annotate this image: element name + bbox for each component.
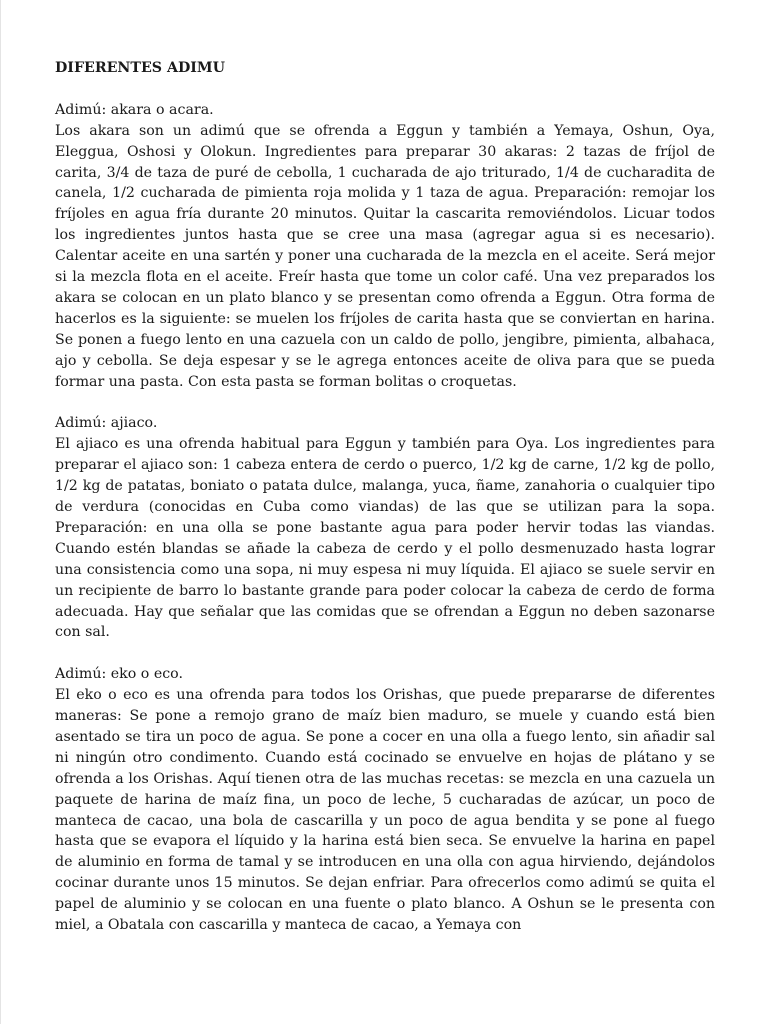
section-heading: Adimú: akara o acara. [55,101,214,118]
document-title: DIFERENTES ADIMU [55,60,225,76]
section-heading: Adimú: ajiaco. [55,415,158,432]
section-ajiaco [55,413,715,643]
section-heading: Adimú: eko o eco. [55,666,183,683]
section-body: El eko o eco es una ofrenda para todos los Orishas, que puede prepararse de diferentes maneras: Se pone a remojo grano de maíz bien maduro, se muele y cuando está bien asentado se tira un poco de agua. Se pone a cocer en una olla a fuego lento, sin añadir sal ni ningún otro condimento. Cuando está cocinado se envuelve en hojas de plátano y se ofrenda a los Orishas. Aquí tienen otra de las muchas recetas: se mezcla en una cazuela un paquete de harina de maíz fina, un poco de leche, 5 cucharadas de azúcar, un poco de manteca de cacao, una bola de cascarilla y un poco de agua bendita y se pone al fuego hasta que se evapora el líquido y la harina está bien seca. Se envuelve la harina en papel de aluminio en forma de tamal y se introducen en una olla con agua hirviendo, dejándolos cocinar durante unos 15 minutos. Se dejan enfriar. Para ofrecerlos como adimú se quita el papel de aluminio y se colocan en una fuente o plato blanco. A Oshun se le presenta con miel, a Obatala con cascarilla y manteca de cacao, a Yemaya con [55,687,715,934]
section-eko [55,664,715,936]
section-body: Los akara son un adimú que se ofrenda a Eggun y también a Yemaya, Oshun, Oya, Eleggua, Oshosi y Olokun. Ingredientes para preparar 30 akaras: 2 tazas de fríjol de carita, 3/4 de taza de puré de cebolla, 1 cucharada de ajo triturado, 1/4 de cucharadita de canela, 1/2 cucharada de pimienta roja molida y 1 taza de agua. Preparación: remojar los fríjoles en agua fría durante 20 minutos. Quitar la cascarita removiéndolos. Licuar todos los ingredientes juntos hasta que se cree una masa (agregar agua si es necesario). Calentar aceite en una sartén y poner una cucharada de la mezcla en el aceite. Será mejor si la mezcla flota en el aceite. Freír hasta que tome un color café. Una vez preparados los akara se colocan en un plato blanco y se presentan como ofrenda a Eggun. Otra forma de hacerlos es la siguiente: se muelen los fríjoles de carita hasta que se conviertan en harina. Se ponen a fuego lento en una cazuela con un caldo de pollo, jengibre, pimienta, albahaca, ajo y cebolla. Se deja espesar y se le agrega entonces aceite de oliva para que se pueda formar una pasta. Con esta pasta se forman bolitas o croquetas. [55,122,715,390]
document-content [55,58,715,957]
section-akara [55,100,715,393]
section-body: El ajiaco es una ofrenda habitual para Eggun y también para Oya. Los ingredientes para preparar el ajiaco son: 1 cabeza entera de cerdo o puerco, 1/2 kg de carne, 1/2 kg de pollo, 1/2 kg de patatas, boniato o patata dulce, malanga, yuca, ñame, zanahoria o cualquier tipo de verdura (conocidas en Cuba como viandas) de las que se utilizan para la sopa. Preparación: en una olla se pone bastante agua para poder hervir todas las viandas. Cuando estén blandas se añade la cabeza de cerdo y el pollo desmenuzado hasta lograr una consistencia como una sopa, ni muy espesa ni muy líquida. El ajiaco se suele servir en un recipiente de barro lo bastante grande para poder colocar la cabeza de cerdo de forma adecuada. Hay que señalar que las comidas que se ofrendan a Eggun no deben sazonarse con sal. [55,436,715,641]
